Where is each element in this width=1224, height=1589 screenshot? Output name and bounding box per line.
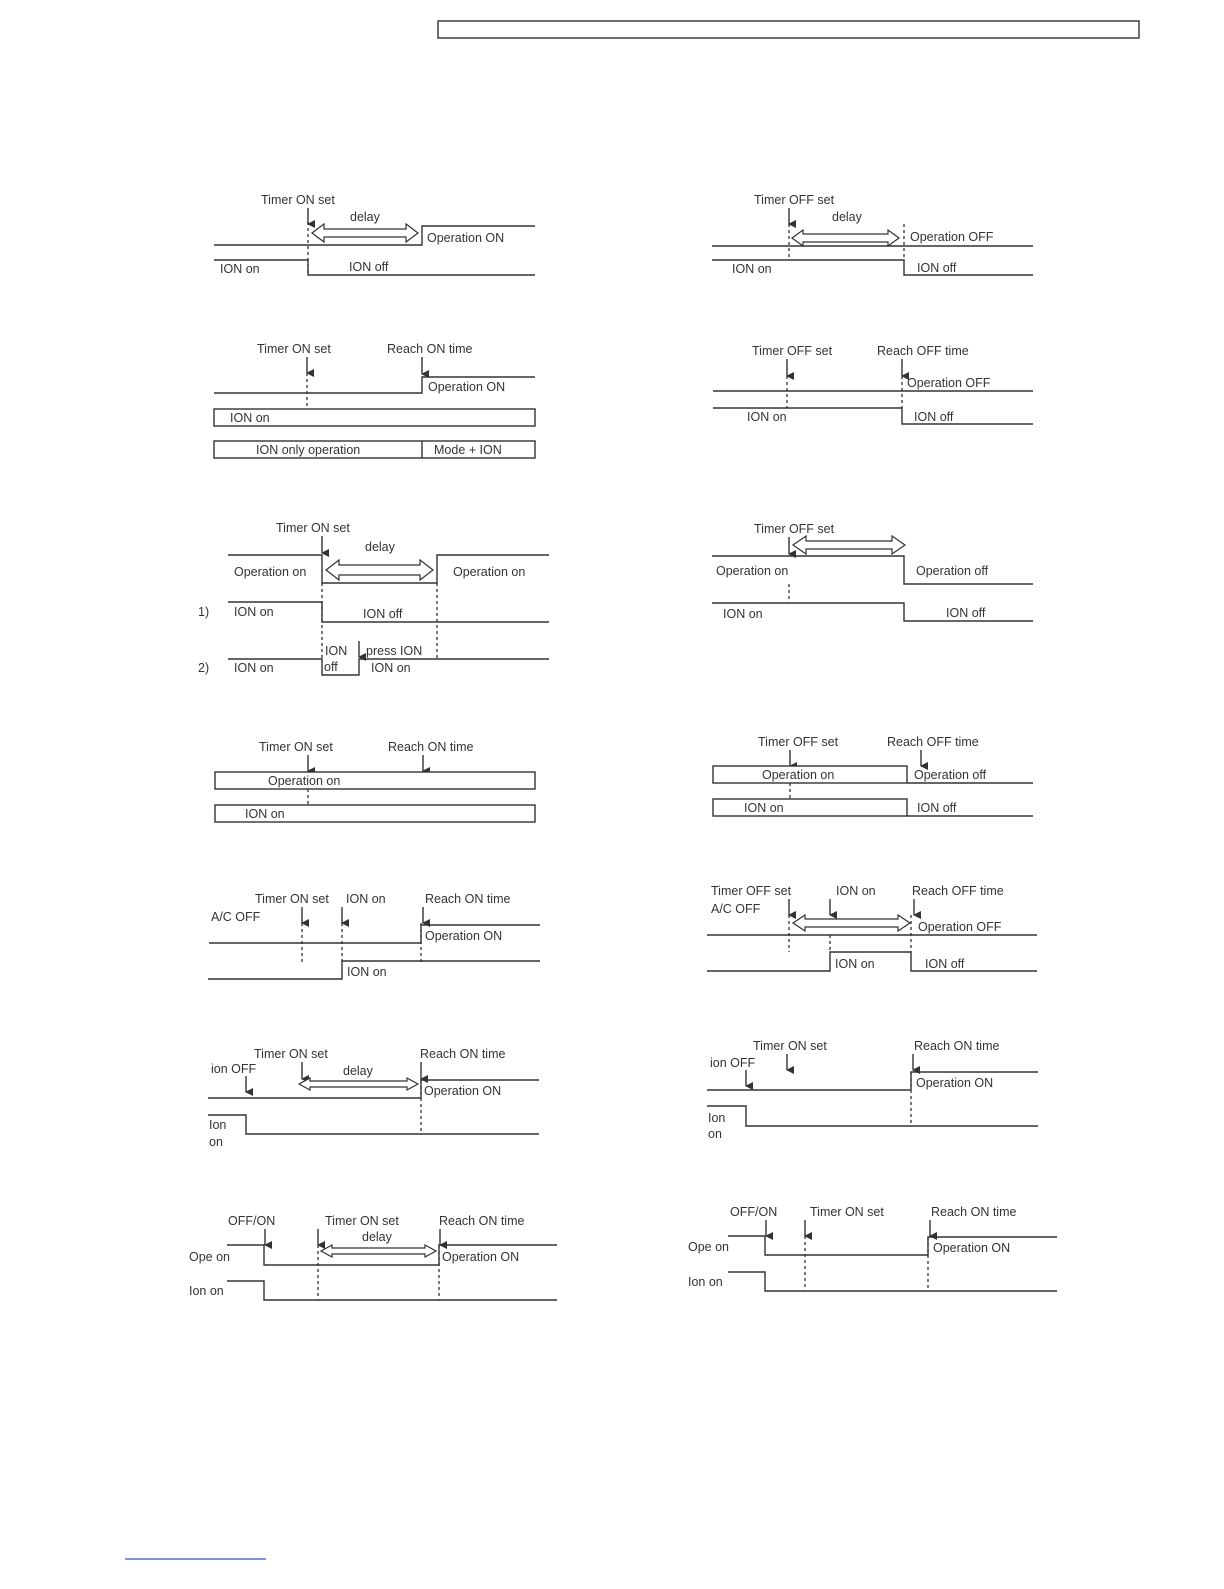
label-ion-on: ION on <box>371 661 411 675</box>
ion-wave <box>728 1272 1057 1291</box>
label-operation-on: Operation on <box>453 565 526 579</box>
delay-double-arrow <box>326 560 433 580</box>
label-timer-on-set: Timer ON set <box>259 740 333 754</box>
label-ion-off: ION off <box>914 410 954 424</box>
label-ion-on: ION on <box>346 892 386 906</box>
label-ion-off: ION off <box>925 957 965 971</box>
label-operation-on: Operation ON <box>442 1250 520 1264</box>
label-ope-on: Ope on <box>189 1250 231 1264</box>
header-box <box>438 21 1139 38</box>
delay-double-arrow <box>792 230 899 246</box>
delay-double-arrow <box>299 1078 418 1090</box>
label-ion-on: ION on <box>723 607 763 621</box>
label-reach-on-time: Reach ON time <box>387 342 473 356</box>
ion-on-bar <box>713 799 907 816</box>
diagram-timer-off-operation-running <box>712 522 1033 621</box>
label-delay: delay <box>365 540 395 554</box>
label-operation-off: Operation OFF <box>918 920 1002 934</box>
label-operation-on: Operation on <box>234 565 307 579</box>
label-timer-on-set: Timer ON set <box>276 521 350 535</box>
label-operation-off: Operation OFF <box>910 230 994 244</box>
label-reach-off-time: Reach OFF time <box>877 344 969 358</box>
label-reach-on-time: Reach ON time <box>425 892 511 906</box>
label-ion-on: ION on <box>230 411 270 425</box>
label-timer-off-set: Timer OFF set <box>754 193 835 207</box>
label-off-word: off <box>324 660 338 674</box>
label-ion-word: Ion <box>209 1118 227 1132</box>
label-ion-only-operation: ION only operation <box>256 443 361 457</box>
label-operation-on: Operation ON <box>916 1076 994 1090</box>
label-ion-on: ION on <box>836 884 876 898</box>
label-ion-on: ION on <box>835 957 875 971</box>
label-on-word: on <box>209 1135 223 1149</box>
label-operation-on: Operation ON <box>428 380 506 394</box>
label-ion-on: ION on <box>744 801 784 815</box>
diagram-timer-on-both-running <box>215 740 535 822</box>
label-operation-on: Operation ON <box>427 231 505 245</box>
label-timer-on-set: Timer ON set <box>261 193 335 207</box>
label-ion-on: ION on <box>732 262 772 276</box>
ion-wave <box>208 1115 539 1134</box>
label-timer-off-set: Timer OFF set <box>711 884 792 898</box>
label-case-2: 2) <box>198 661 210 675</box>
label-ion-off: ION off <box>917 261 957 275</box>
label-operation-off: Operation off <box>916 564 989 578</box>
label-operation-off: Operation OFF <box>907 376 991 390</box>
label-timer-on-set: Timer ON set <box>325 1214 399 1228</box>
label-ion-off: ion OFF <box>710 1056 756 1070</box>
label-ion-on: ION on <box>220 262 260 276</box>
label-timer-on-set: Timer ON set <box>753 1039 827 1053</box>
label-ion-word: Ion <box>708 1111 726 1125</box>
label-operation-on: Operation on <box>716 564 789 578</box>
diagram-timer-on-operation-running <box>198 521 549 675</box>
label-off-on: OFF/ON <box>228 1214 276 1228</box>
label-ion-on: Ion on <box>189 1284 224 1298</box>
label-ion-off: ION off <box>349 260 389 274</box>
diagram-off-on-timer-on <box>688 1205 1057 1291</box>
diagram-timer-off-reach <box>713 344 1033 424</box>
delay-double-arrow <box>793 915 910 931</box>
label-operation-off: Operation off <box>914 768 987 782</box>
label-reach-on-time: Reach ON time <box>439 1214 525 1228</box>
label-reach-off-time: Reach OFF time <box>887 735 979 749</box>
diagram-off-on-timer-on-delay <box>189 1214 557 1300</box>
diagram-timer-on-delay <box>214 193 535 276</box>
diagram-ion-off-timer-on <box>707 1039 1038 1141</box>
diagram-timer-off-both-running <box>713 735 1033 816</box>
label-ion-on: ION on <box>245 807 285 821</box>
label-operation-on: Operation on <box>268 774 341 788</box>
label-delay: delay <box>350 210 380 224</box>
diagram-ion-off-timer-on-delay <box>208 1047 539 1149</box>
label-ion-off: ion OFF <box>211 1062 257 1076</box>
ion-wave <box>707 1106 1038 1126</box>
label-timer-off-set: Timer OFF set <box>754 522 835 536</box>
label-reach-on-time: Reach ON time <box>931 1205 1017 1219</box>
label-ion-on: ION on <box>347 965 387 979</box>
diagram-timer-on-ion-only <box>214 342 535 458</box>
label-operation-on: Operation ON <box>425 929 503 943</box>
label-ion-on: ION on <box>234 661 274 675</box>
label-timer-on-set: Timer ON set <box>254 1047 328 1061</box>
label-ion-on: ION on <box>234 605 274 619</box>
ion-wave <box>227 1281 557 1300</box>
label-ac-off: A/C OFF <box>211 910 261 924</box>
label-reach-on-time: Reach ON time <box>914 1039 1000 1053</box>
label-ion-on: ION on <box>747 410 787 424</box>
label-reach-on-time: Reach ON time <box>420 1047 506 1061</box>
label-reach-off-time: Reach OFF time <box>912 884 1004 898</box>
delay-double-arrow <box>321 1245 436 1257</box>
label-reach-on-time: Reach ON time <box>388 740 474 754</box>
label-ion-on: Ion on <box>688 1275 723 1289</box>
label-operation-on: Operation ON <box>424 1084 502 1098</box>
label-timer-off-set: Timer OFF set <box>758 735 839 749</box>
diagram-timer-on-ac-off-ion-on <box>208 892 540 979</box>
label-delay: delay <box>832 210 862 224</box>
label-timer-on-set: Timer ON set <box>257 342 331 356</box>
delay-double-arrow <box>312 224 418 242</box>
label-ion-word: ION <box>325 644 348 658</box>
label-on-word: on <box>708 1127 722 1141</box>
label-ope-on: Ope on <box>688 1240 730 1254</box>
diagram-timer-off-delay <box>712 193 1033 276</box>
label-delay: delay <box>362 1230 392 1244</box>
label-off-on: OFF/ON <box>730 1205 778 1219</box>
label-operation-on: Operation ON <box>933 1241 1011 1255</box>
operation-on-bar <box>215 772 535 789</box>
label-press-ion: press ION <box>366 644 423 658</box>
delay-double-arrow <box>793 536 905 554</box>
label-case-1: 1) <box>198 605 210 619</box>
diagram-timer-off-ac-off-ion-on <box>707 884 1037 971</box>
label-timer-on-set: Timer ON set <box>255 892 329 906</box>
label-delay: delay <box>343 1064 373 1078</box>
label-ion-off: ION off <box>363 607 403 621</box>
label-timer-off-set: Timer OFF set <box>752 344 833 358</box>
label-ion-off: ION off <box>917 801 957 815</box>
label-timer-on-set: Timer ON set <box>810 1205 884 1219</box>
label-ion-off: ION off <box>946 606 986 620</box>
label-operation-on: Operation on <box>762 768 835 782</box>
label-mode-ion: Mode + ION <box>434 443 502 457</box>
label-ac-off: A/C OFF <box>711 902 761 916</box>
